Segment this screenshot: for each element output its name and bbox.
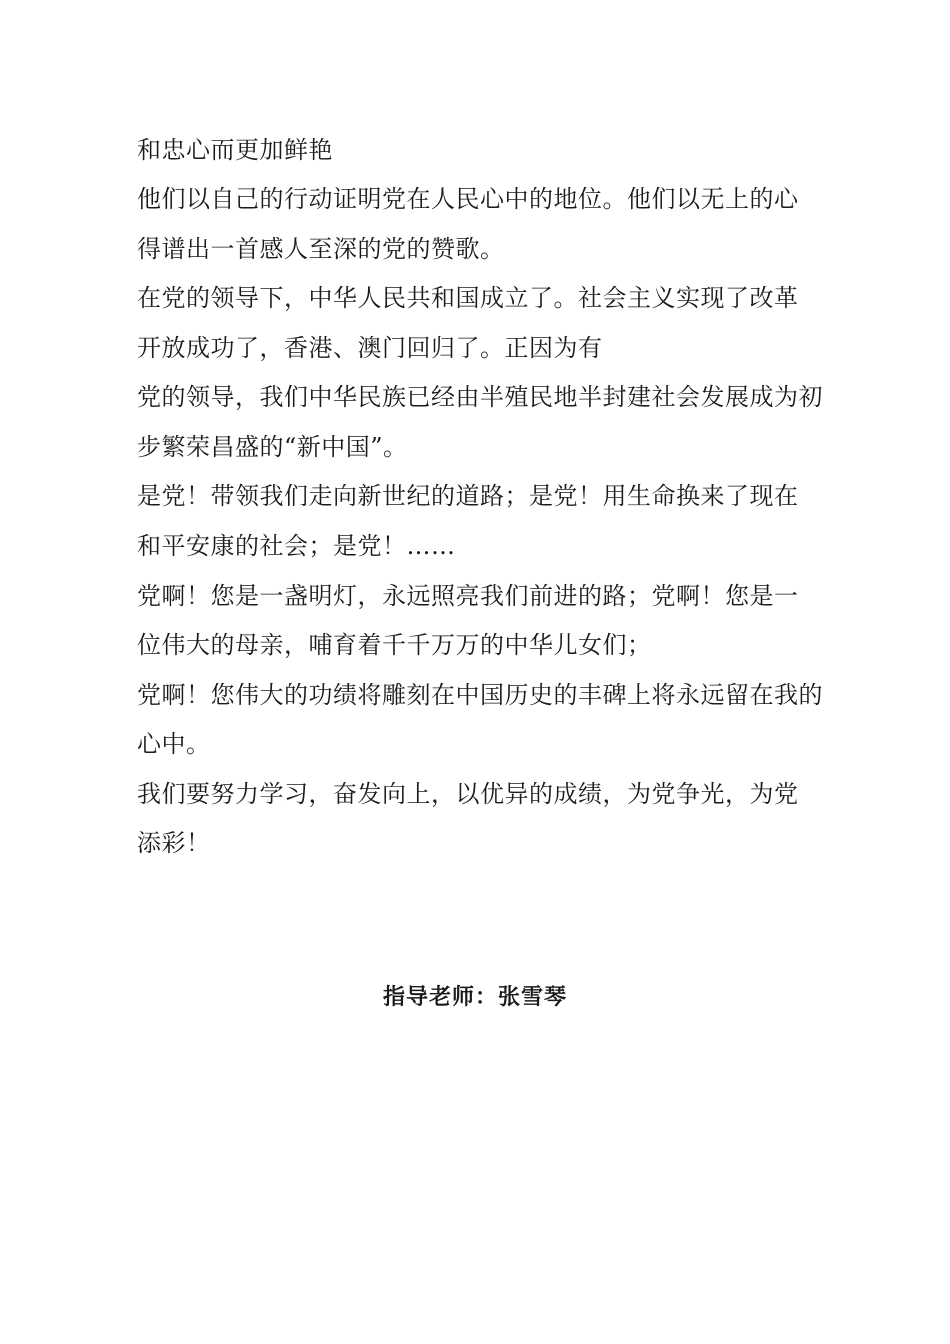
body-line: 党的领导，我们中华民族已经由半殖民地半封建社会发展成为初 xyxy=(137,383,823,411)
body-line: 是党！带领我们走向新世纪的道路；是党！用生命换来了现在 xyxy=(137,482,799,510)
body-line: 心中。 xyxy=(137,730,211,758)
body-line: 在党的领导下，中华人民共和国成立了。社会主义实现了改革 xyxy=(137,284,799,312)
advisor-signature: 指导老师：张雪琴 xyxy=(382,985,567,1010)
body-line: 开放成功了，香港、澳门回归了。正因为有 xyxy=(137,334,603,362)
body-line: 得谱出一首感人至深的党的赞歌。 xyxy=(137,235,505,263)
body-line: 我们要努力学习，奋发向上，以优异的成绩，为党争光，为党 xyxy=(137,780,799,808)
body-line: 步繁荣昌盛的“新中国”。 xyxy=(137,433,408,461)
body-line: 和忠心而更加鲜艳 xyxy=(137,136,333,164)
body-line: 位伟大的母亲，哺育着千千万万的中华儿女们； xyxy=(137,631,652,659)
body-line: 党啊！您是一盏明灯，永远照亮我们前进的路；党啊！您是一 xyxy=(137,582,799,610)
body-line: 他们以自己的行动证明党在人民心中的地位。他们以无上的心 xyxy=(137,185,799,213)
body-line: 党啊！您伟大的功绩将雕刻在中国历史的丰碑上将永远留在我的 xyxy=(137,681,823,709)
body-line: 添彩！ xyxy=(137,829,211,857)
body-line: 和平安康的社会；是党！…… xyxy=(137,532,456,560)
